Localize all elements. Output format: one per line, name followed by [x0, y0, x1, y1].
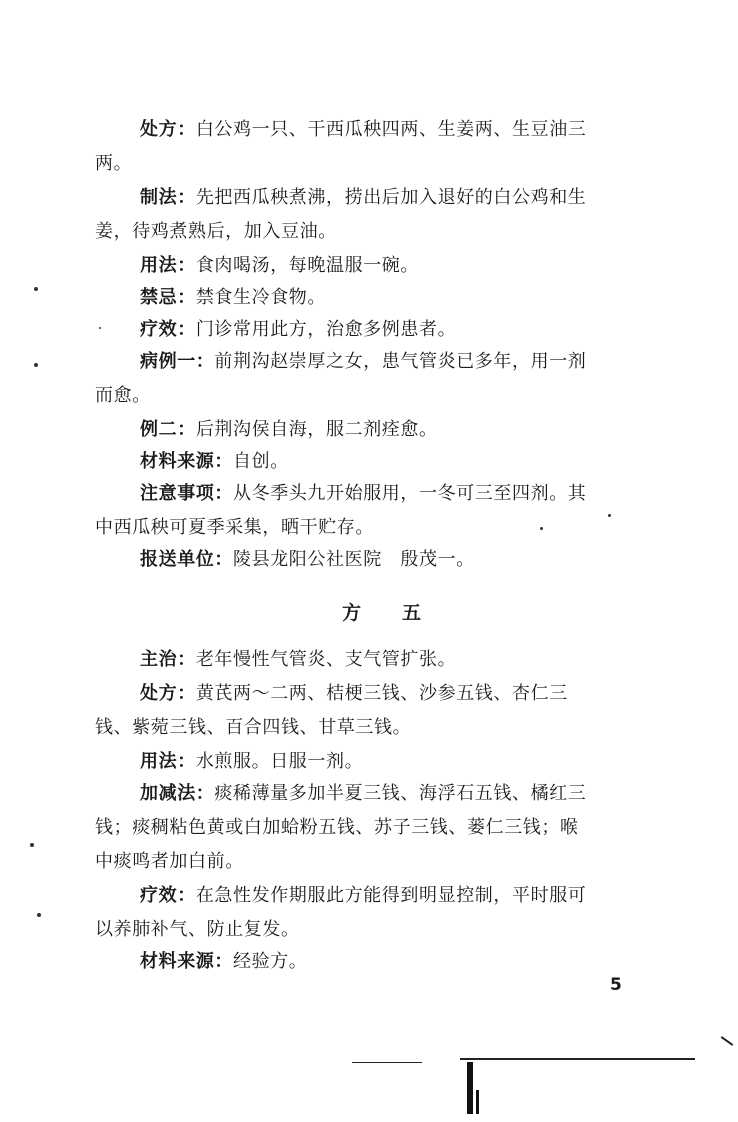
prescription-line	[140, 118, 586, 142]
modification-line	[140, 782, 586, 806]
scan-line	[352, 1062, 422, 1063]
modification-text: 痰稀薄量多加半夏三钱、海浮石五钱、橘红三	[214, 783, 587, 804]
source-line	[140, 450, 289, 474]
prescription-text: 白公鸡一只、干西瓜秧四两、生姜两、生豆油三	[195, 119, 587, 140]
source-label: 材料来源：	[140, 951, 233, 972]
efficacy-text-cont: 以养肺补气、防止复发。	[95, 919, 300, 940]
source-text: 自创。	[233, 451, 289, 472]
source-text: 经验方。	[233, 951, 308, 972]
case-one-text-cont: 而愈。	[95, 385, 151, 406]
preparation-line-cont	[95, 220, 337, 244]
case-one-text: 前荆沟赵崇厚之女，患气管炎已多年，用一剂	[214, 351, 587, 372]
usage-text: 食肉喝汤，每晚温服一碗。	[195, 255, 420, 276]
indication-line	[140, 648, 456, 672]
case-two-label: 例二：	[140, 419, 196, 440]
contraindication-text: 禁食生冷食物。	[195, 287, 327, 308]
notes-line	[140, 482, 586, 506]
scan-speck	[37, 913, 41, 917]
prescription-text: 黄芪两～二两、桔梗三钱、沙参五钱、杏仁三	[195, 683, 568, 704]
submitter-line	[140, 548, 475, 572]
efficacy-label: 疗效：	[140, 885, 196, 906]
scan-speck	[30, 843, 34, 847]
notes-text-cont: 中西瓜秧可夏季采集，晒干贮存。	[95, 517, 374, 538]
prescription-label: 处方：	[140, 119, 196, 140]
source-label: 材料来源：	[140, 451, 233, 472]
case-two-text: 后荆沟侯自海，服二剂痊愈。	[195, 419, 438, 440]
efficacy-text: 在急性发作期服此方能得到明显控制，平时服可	[195, 885, 587, 906]
efficacy-line	[140, 884, 586, 908]
scan-line	[721, 1036, 734, 1046]
indication-text: 老年慢性气管炎、支气管扩张。	[195, 649, 457, 670]
notes-label: 注意事项：	[140, 483, 233, 504]
modification-line-cont	[95, 816, 579, 840]
modification-text-cont: 钱；痰稠粘色黄或白加蛤粉五钱、苏子三钱、蒌仁三钱；喉	[95, 817, 579, 838]
prescription-text-cont: 两。	[95, 153, 133, 174]
scan-line	[460, 1058, 695, 1060]
notes-line-cont	[95, 516, 374, 540]
source-line	[140, 950, 307, 974]
contraindication-line	[140, 286, 326, 310]
case-one-label: 病例一：	[140, 351, 215, 372]
usage-label: 用法：	[140, 255, 196, 276]
scan-speck	[34, 363, 38, 367]
page-number: 5	[610, 975, 622, 995]
prescription-line	[140, 682, 568, 706]
modification-line-cont	[95, 850, 244, 874]
usage-line	[140, 750, 363, 774]
section-heading: 方 五	[342, 602, 423, 624]
submitter-label: 报送单位：	[140, 549, 233, 570]
preparation-label: 制法：	[140, 187, 196, 208]
prescription-text-cont: 钱、紫菀三钱、百合四钱、甘草三钱。	[95, 717, 412, 738]
usage-text: 水煎服。日服一剂。	[195, 751, 364, 772]
modification-text-cont: 中痰鸣者加白前。	[95, 851, 244, 872]
scan-speck	[608, 514, 611, 517]
contraindication-label: 禁忌：	[140, 287, 196, 308]
scan-speck	[540, 527, 543, 530]
indication-label: 主治：	[140, 649, 196, 670]
prescription-line-cont	[95, 716, 411, 740]
scan-speck	[34, 287, 38, 291]
preparation-line	[140, 186, 586, 210]
case-two-line	[140, 418, 438, 442]
efficacy-label: 疗效：	[140, 319, 196, 340]
scan-speck	[99, 327, 101, 329]
case-one-line-cont	[95, 384, 151, 408]
preparation-text-cont: 姜，待鸡煮熟后，加入豆油。	[95, 221, 337, 242]
efficacy-line-cont	[95, 918, 300, 942]
usage-line	[140, 254, 419, 278]
usage-label: 用法：	[140, 751, 196, 772]
scan-bar	[467, 1062, 473, 1114]
preparation-text: 先把西瓜秧煮沸，捞出后加入退好的白公鸡和生	[195, 187, 587, 208]
notes-text: 从冬季头九开始服用，一冬可三至四剂。其	[233, 483, 587, 504]
efficacy-text: 门诊常用此方，治愈多例患者。	[195, 319, 457, 340]
case-one-line	[140, 350, 586, 374]
prescription-label: 处方：	[140, 683, 196, 704]
prescription-line-cont	[95, 152, 132, 176]
efficacy-line	[140, 318, 456, 342]
scan-bar	[476, 1090, 479, 1114]
modification-label: 加减法：	[140, 783, 215, 804]
submitter-text: 陵县龙阳公社医院 殷茂一。	[233, 549, 475, 570]
